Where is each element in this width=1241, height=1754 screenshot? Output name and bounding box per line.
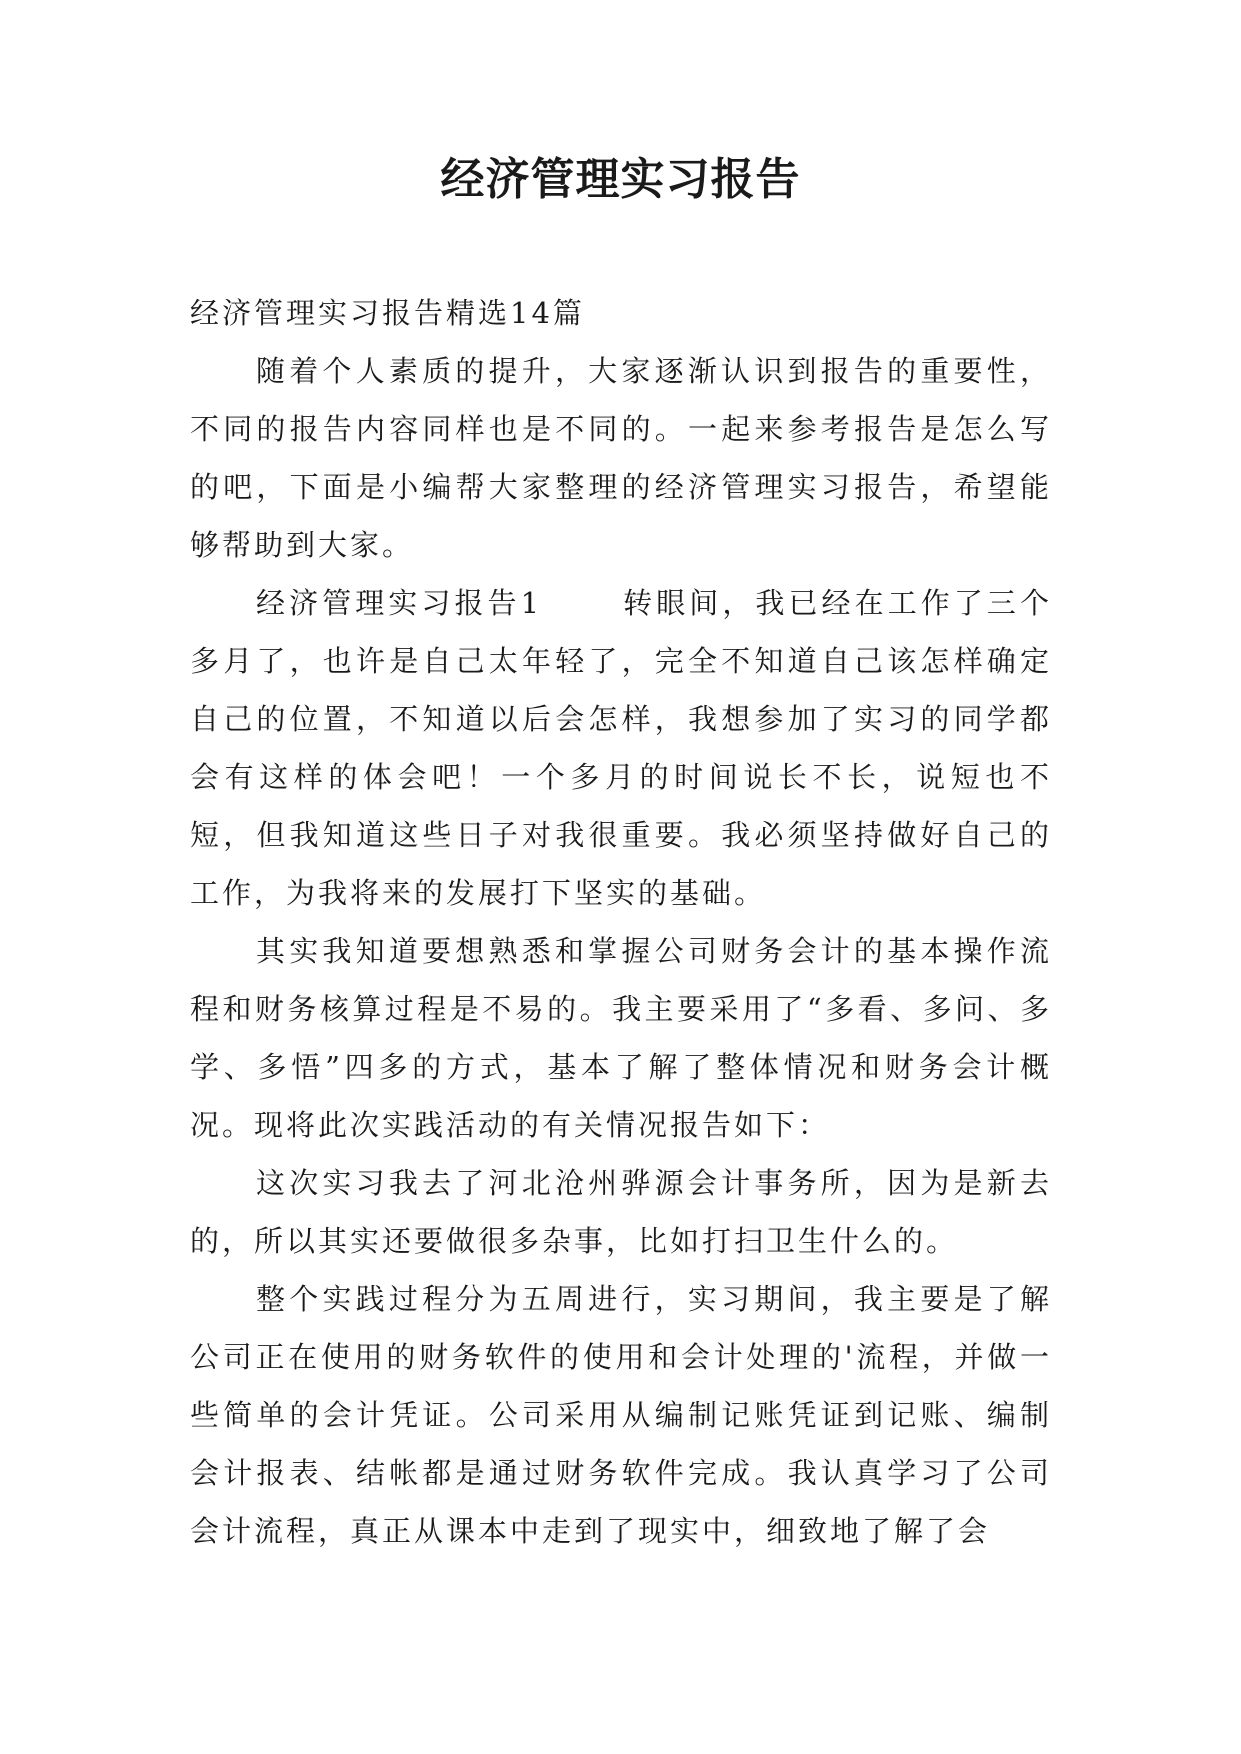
section-1-paragraph — [190, 574, 1052, 922]
intro-paragraph: 随着个人素质的提升，大家逐渐认识到报告的重要性，不同的报告内容同样也是不同的。一起来参考报告是怎么写的吧，下面是小编帮大家整理的经济管理实习报告，希望能够帮助到大家。 — [190, 354, 1052, 562]
document-subtitle: 经济管理实习报告精选14篇 — [190, 296, 585, 330]
section-1-text: 转眼间，我已经在工作了三个多月了，也许是自己太年轻了，完全不知道自己该怎样确定自己的位置，不知道以后会怎样，我想参加了实习的同学都会有这样的体会吧！一个多月的时间说长不长，说短也不短，但我知道这些日子对我很重要。我必须坚持做好自己的工作，为我将来的发展打下坚实的基础。 — [190, 586, 1052, 910]
body-paragraph: 整个实践过程分为五周进行，实习期间，我主要是了解公司正在使用的财务软件的使用和会计处理的'流程，并做一些简单的会计凭证。公司采用从编制记账凭证到记账、编制会计报表、结帐都是通过财务软件完成。我认真学习了公司会计流程，真正从课本中走到了现实中，细致地了解了会 — [190, 1282, 1052, 1548]
document-body — [190, 284, 1052, 1560]
body-paragraph: 这次实习我去了河北沧州骅源会计事务所，因为是新去的，所以其实还要做很多杂事，比如打扫卫生什么的。 — [190, 1166, 1052, 1258]
section-1-heading: 经济管理实习报告1 — [256, 586, 543, 620]
document-title: 经济管理实习报告 — [440, 154, 801, 205]
body-paragraph: 其实我知道要想熟悉和掌握公司财务会计的基本操作流程和财务核算过程是不易的。我主要采用了“多看、多问、多学、多悟”四多的方式，基本了解了整体情况和财务会计概况。现将此次实践活动的有关情况报告如下： — [190, 934, 1052, 1142]
